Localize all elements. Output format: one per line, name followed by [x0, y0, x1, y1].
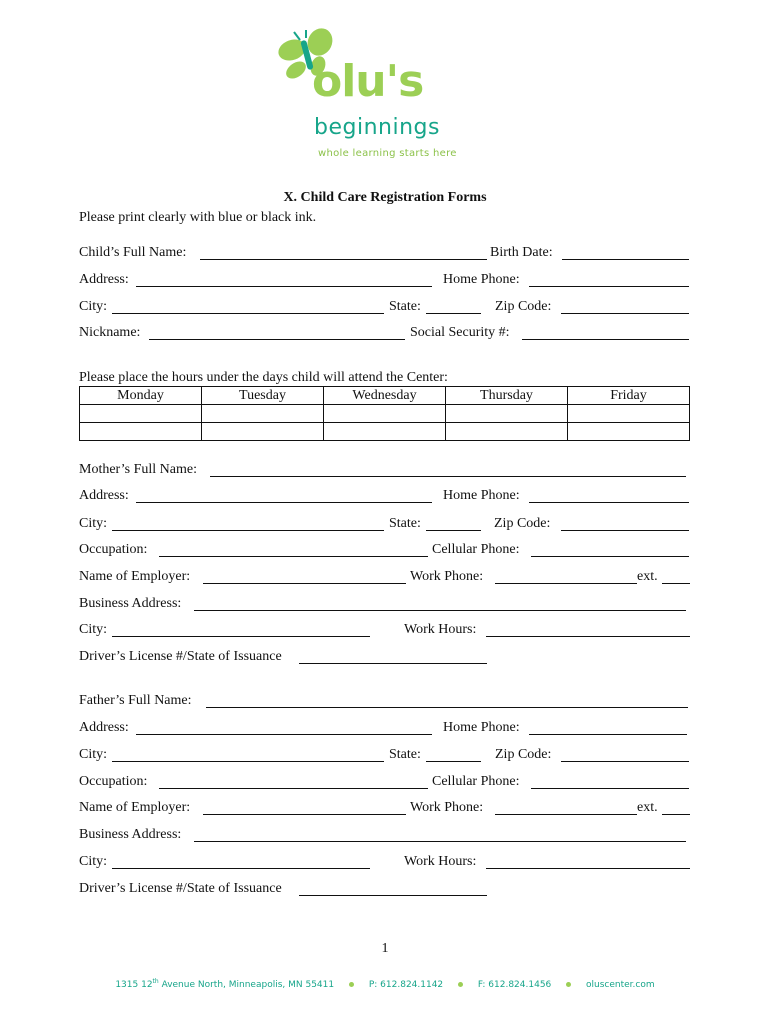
- mother-address-label: Address:: [79, 488, 129, 503]
- child-city-label: City:: [79, 299, 108, 314]
- mother-home-phone-label: Home Phone:: [443, 488, 520, 503]
- hours-cell[interactable]: [80, 405, 202, 423]
- mother-zip-label: Zip Code:: [494, 516, 551, 531]
- mother-address-field[interactable]: [136, 502, 432, 503]
- hours-cell[interactable]: [324, 405, 446, 423]
- father-cellular-label: Cellular Phone:: [432, 774, 520, 789]
- mother-home-phone-field[interactable]: [529, 502, 689, 503]
- mother-occupation-field[interactable]: [159, 556, 428, 557]
- hours-cell[interactable]: [446, 405, 568, 423]
- father-license-field[interactable]: [299, 895, 487, 896]
- hours-header-row: [80, 387, 690, 405]
- mother-business-city-field[interactable]: [112, 636, 370, 637]
- father-state-field[interactable]: [426, 761, 481, 762]
- mother-license-label: Driver’s License #/State of Issuance: [79, 649, 282, 664]
- child-nickname-label: Nickname:: [79, 325, 141, 340]
- father-employer-label: Name of Employer:: [79, 800, 191, 815]
- child-birth-date-label: Birth Date:: [490, 245, 553, 260]
- father-work-phone-label: Work Phone:: [410, 800, 484, 815]
- brand-tagline: whole learning starts here: [318, 148, 457, 159]
- brand-subtitle: beginnings: [314, 115, 440, 140]
- mother-state-field[interactable]: [426, 530, 481, 531]
- hours-cell[interactable]: [446, 423, 568, 441]
- footer: [0, 978, 770, 990]
- father-ext-field[interactable]: [662, 814, 690, 815]
- hours-cell[interactable]: [568, 423, 690, 441]
- mother-ext-field[interactable]: [662, 583, 690, 584]
- father-home-phone-field[interactable]: [529, 734, 687, 735]
- father-city-field[interactable]: [112, 761, 384, 762]
- mother-ext-label: ext.: [637, 569, 658, 584]
- mother-work-phone-field[interactable]: [495, 583, 637, 584]
- mother-work-hours-label: Work Hours:: [404, 622, 477, 637]
- bullet-icon: [349, 982, 354, 987]
- day-header: Monday: [80, 387, 202, 405]
- mother-occupation-label: Occupation:: [79, 542, 148, 557]
- mother-business-address-label: Business Address:: [79, 596, 182, 611]
- olus-beginnings-logo: [270, 26, 470, 166]
- hours-row: [80, 405, 690, 423]
- bullet-icon: [566, 982, 571, 987]
- father-license-label: Driver’s License #/State of Issuance: [79, 881, 282, 896]
- mother-cellular-label: Cellular Phone:: [432, 542, 520, 557]
- child-state-label: State:: [389, 299, 421, 314]
- mother-full-name-label: Mother’s Full Name:: [79, 462, 197, 477]
- hours-cell[interactable]: [80, 423, 202, 441]
- child-birth-date-field[interactable]: [562, 259, 689, 260]
- father-business-address-label: Business Address:: [79, 827, 182, 842]
- hours-row: [80, 423, 690, 441]
- father-work-hours-field[interactable]: [486, 868, 690, 869]
- father-business-city-field[interactable]: [112, 868, 370, 869]
- child-nickname-field[interactable]: [149, 339, 405, 340]
- father-work-phone-field[interactable]: [495, 814, 637, 815]
- father-address-label: Address:: [79, 720, 129, 735]
- father-cellular-field[interactable]: [531, 788, 689, 789]
- day-header: Friday: [568, 387, 690, 405]
- day-header: Wednesday: [324, 387, 446, 405]
- form-instructions: Please print clearly with blue or black ink.: [79, 210, 317, 225]
- mother-business-address-field[interactable]: [194, 610, 686, 611]
- father-employer-field[interactable]: [203, 814, 406, 815]
- mother-employer-field[interactable]: [203, 583, 406, 584]
- child-address-label: Address:: [79, 272, 129, 287]
- mother-zip-field[interactable]: [561, 530, 689, 531]
- footer-website[interactable]: oluscenter.com: [586, 980, 655, 990]
- footer-phone: P: 612.824.1142: [368, 980, 444, 990]
- father-zip-label: Zip Code:: [495, 747, 552, 762]
- mother-full-name-field[interactable]: [210, 476, 686, 477]
- father-full-name-field[interactable]: [206, 707, 688, 708]
- father-address-field[interactable]: [136, 734, 432, 735]
- mother-license-field[interactable]: [299, 663, 487, 664]
- child-home-phone-label: Home Phone:: [443, 272, 520, 287]
- footer-fax: F: 612.824.1456: [477, 980, 552, 990]
- mother-work-hours-field[interactable]: [486, 636, 690, 637]
- hours-cell[interactable]: [202, 423, 324, 441]
- child-ssn-label: Social Security #:: [410, 325, 510, 340]
- father-business-city-label: City:: [79, 854, 108, 869]
- hours-instruction: Please place the hours under the days child will attend the Center:: [79, 370, 448, 385]
- mother-cellular-field[interactable]: [531, 556, 689, 557]
- father-zip-field[interactable]: [561, 761, 689, 762]
- mother-city-label: City:: [79, 516, 108, 531]
- father-occupation-field[interactable]: [159, 788, 428, 789]
- child-state-field[interactable]: [426, 313, 481, 314]
- form-title: X. Child Care Registration Forms: [283, 190, 487, 205]
- bullet-icon: [458, 982, 463, 987]
- mother-work-phone-label: Work Phone:: [410, 569, 484, 584]
- father-occupation-label: Occupation:: [79, 774, 148, 789]
- day-header: Tuesday: [202, 387, 324, 405]
- father-full-name-label: Father’s Full Name:: [79, 693, 192, 708]
- father-state-label: State:: [389, 747, 421, 762]
- page-number: 1: [381, 941, 389, 956]
- mother-state-label: State:: [389, 516, 421, 531]
- father-ext-label: ext.: [637, 800, 658, 815]
- father-business-address-field[interactable]: [194, 841, 686, 842]
- footer-address: 1315 12th Avenue North, Minneapolis, MN 55411: [115, 978, 335, 990]
- day-header: Thursday: [446, 387, 568, 405]
- father-city-label: City:: [79, 747, 108, 762]
- child-full-name-label: Child’s Full Name:: [79, 245, 187, 260]
- child-address-field[interactable]: [136, 286, 432, 287]
- child-zip-field[interactable]: [561, 313, 689, 314]
- hours-cell[interactable]: [324, 423, 446, 441]
- mother-city-field[interactable]: [112, 530, 384, 531]
- mother-business-city-label: City:: [79, 622, 108, 637]
- mother-employer-label: Name of Employer:: [79, 569, 191, 584]
- hours-cell[interactable]: [202, 405, 324, 423]
- father-home-phone-label: Home Phone:: [443, 720, 520, 735]
- hours-table: [79, 386, 690, 441]
- child-city-field[interactable]: [112, 313, 384, 314]
- brand-name: olu's: [312, 56, 424, 107]
- father-work-hours-label: Work Hours:: [404, 854, 477, 869]
- hours-cell[interactable]: [568, 405, 690, 423]
- child-zip-label: Zip Code:: [495, 299, 552, 314]
- child-ssn-field[interactable]: [522, 339, 689, 340]
- child-full-name-field[interactable]: [200, 259, 487, 260]
- child-home-phone-field[interactable]: [529, 286, 689, 287]
